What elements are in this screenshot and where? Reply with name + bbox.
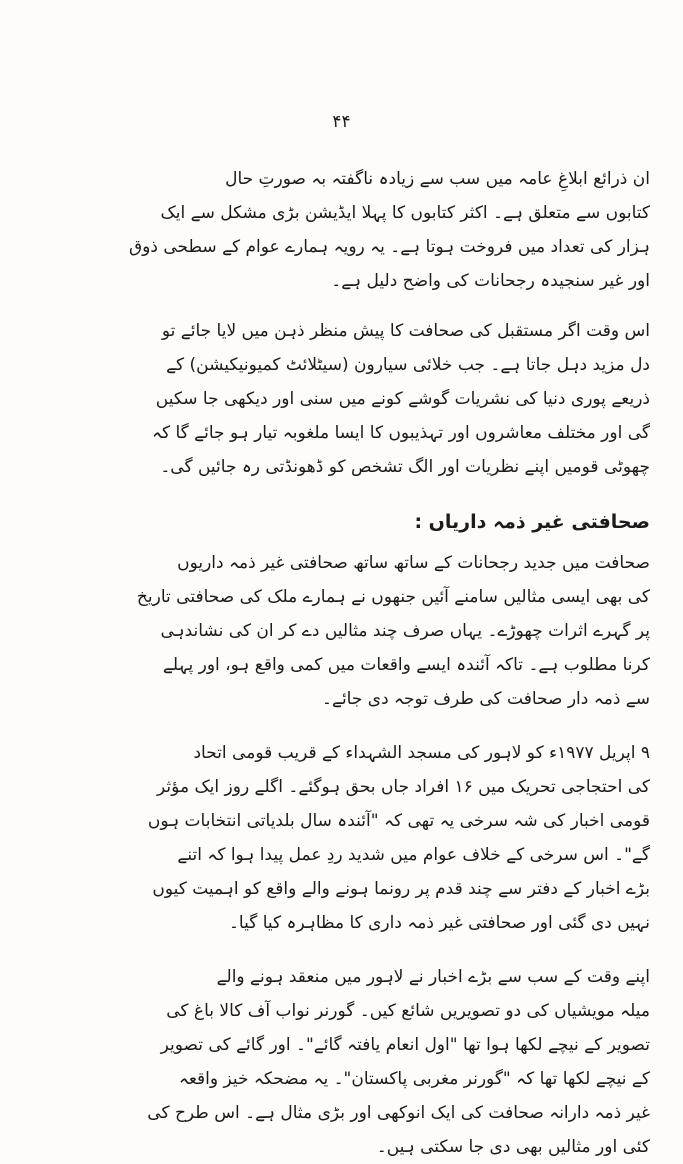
text-line: کرنا مطلوب ہے۔ تاکہ آئندہ ایسے واقعات میں کمی واقع ہو، اور پہلے bbox=[162, 655, 650, 675]
text-line: سے ذمہ دار صحافت کی طرف توجہ دی جائے۔ bbox=[322, 689, 650, 709]
paragraph-irresponsibility-intro bbox=[38, 546, 650, 716]
paragraph-book-sales bbox=[38, 162, 650, 298]
text-line: قومی اخبار کی شہ سرخی یہ تھی کہ "آئندہ سال بلدیاتی انتخابات ہوں bbox=[147, 811, 650, 831]
text-line: اپنے وقت کے سب سے بڑے اخبار نے لاہور میں منعقد ہونے والے bbox=[216, 967, 650, 987]
text-line: کے نیچے لکھا تھا کہ "گورنر مغربی پاکستان"۔ یہ مضحکہ خیز واقعہ bbox=[178, 1069, 650, 1089]
page-content bbox=[38, 162, 650, 1164]
text-line: اس وقت اگر مستقبل کی صحافت کا پیش منظر ذہن میں لایا جائے تو bbox=[161, 321, 650, 341]
paragraph-april-1977 bbox=[38, 736, 650, 940]
text-line: بڑے اخبار کے دفتر سے چند قدم پر رونما ہونے والے واقع کو اہمیت کیوں bbox=[152, 879, 650, 899]
text-line: ذریعے پوری دنیا کی نشریات گوشے کونے میں سنی اور دیکھی جا سکیں bbox=[155, 389, 650, 409]
text-line: غیر ذمہ دارانہ صحافت کی ایک انوکھی اور بڑی مثال ہے۔ اس طرح کی bbox=[147, 1103, 650, 1123]
text-line: دل مزید دہل جاتا ہے۔ جب خلائی سیارون (سیٹلائٹ کمیونیکیشن) کے bbox=[166, 355, 650, 375]
text-line: کتابوں سے متعلق ہے۔ اکثر کتابوں کا پہلا ایڈیشن بڑی مشکل سے ایک bbox=[160, 203, 650, 223]
text-line: کئی اور مثالیں بھی دی جا سکتی ہیں۔ bbox=[376, 1137, 650, 1157]
text-line: اور غیر سنجیدہ رجحانات کی واضح دلیل ہے۔ bbox=[331, 271, 650, 291]
text-line: نہیں دی گئی اور صحافتی غیر ذمہ داری کا مظاہرہ کیا گیا۔ bbox=[228, 913, 650, 933]
text-line: میلہ مویشیاں کی دو تصویریں شائع کیں۔ گورنر نواب آف کالا باغ کی bbox=[166, 1001, 650, 1021]
text-line: پر گہرے اثرات چھوڑے۔ یہاں صرف چند مثالیں دے کر ان کی نشاندہی bbox=[160, 621, 650, 641]
text-line: کی احتجاجی تحریک میں ۱۶ افراد جاں بحق ہوگئے۔ اگلے روز ایک مؤثر bbox=[157, 777, 650, 797]
text-line: ان ذرائع ابلاغِ عامہ میں سب سے زیادہ ناگفتہ بہ صورتِ حال bbox=[225, 169, 650, 189]
text-line: صحافت میں جدید رجحانات کے ساتھ ساتھ صحافتی غیر ذمہ داریوں bbox=[177, 553, 650, 573]
paragraph-future-journalism bbox=[38, 314, 650, 484]
text-line: کی بھی ایسی مثالیں سامنے آئیں جنھوں نے ہمارے ملک کی صحافتی تاریخ bbox=[136, 587, 650, 607]
text-line: ہزار کی تعداد میں فروخت ہوتا ہے۔ یہ رویہ ہمارے عوام کے سطحی ذوق bbox=[128, 237, 650, 257]
text-line: گی اور مختلف معاشروں اور تہذیبوں کا ایسا ملغوبہ تیار ہو جائے گا کہ bbox=[152, 423, 650, 443]
paragraph-cattle-fair bbox=[38, 960, 650, 1164]
text-line: تصویر کے نیچے لکھا ہوا تھا "اول انعام یافتہ گائے"۔ اور گائے کی تصویر bbox=[160, 1035, 650, 1055]
page-number: ۴۴ bbox=[332, 112, 351, 132]
text-line: ۹ اپریل ۱۹۷۷ء کو لاہور کی مسجد الشہداء کے قریب قومی اتحاد bbox=[193, 743, 650, 763]
section-heading: صحافتی غیر ذمہ داریاں : bbox=[414, 511, 650, 533]
text-line: گے"۔ اس سرخی کے خلاف عوام میں شدید ردِ عمل پیدا ہوا کہ اتنے bbox=[177, 845, 650, 865]
text-line: چھوٹی قومیں اپنے نظریات اور الگ تشخص کو ڈھونڈتی رہ جائیں گی۔ bbox=[160, 457, 650, 477]
